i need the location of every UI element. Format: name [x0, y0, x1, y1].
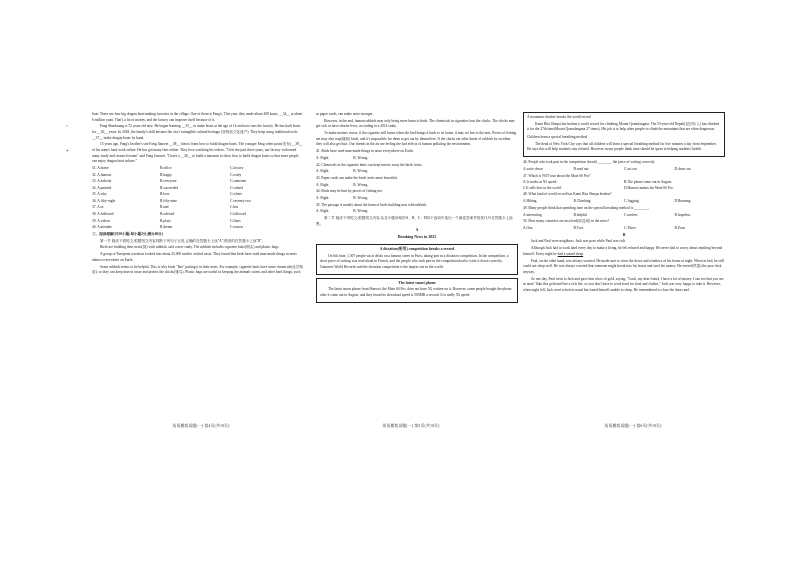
cloze-options	[92, 166, 304, 231]
question-stem: 47. Which is NOT true about the Mate 60 Pro?	[523, 173, 591, 178]
news-box-text: Kami Rita Sherpa has broken a world record for climbing Mount Qomolangma. The 53-year-old Nepali(尼泊尔人) has climbed it for the 27th time(Mount Qomolangma 27 times). His job is to help other people to climb the mountains that are often dangerous.	[527, 121, 720, 132]
cloze-option: 38. A.followed	[92, 212, 114, 217]
cloze-option-row	[92, 219, 304, 225]
answer-option: B.read out	[573, 166, 589, 171]
cloze-option: 37. A.or	[92, 205, 104, 210]
underlined-phrase: had a sound sleep	[557, 251, 584, 256]
answer-option: B.Climbing.	[573, 199, 592, 204]
passage-paragraph: Although Jack had to work hard every day to make a living, he felt relaxed and happy. He never had to worry about anything beyond himself. Every night he had a sound sleep.	[523, 246, 723, 256]
passage-paragraph: as paper cards, can make nests stronger.	[316, 112, 374, 116]
answer-option: A. Right.	[316, 169, 330, 174]
news-box-title: The latest smart phone	[398, 280, 436, 285]
question-stem: 43. Paper cards can make the birds' nests more beautiful.	[316, 175, 398, 180]
section-letter: A	[415, 228, 419, 233]
question-stem: 48. What kind of world record has Kami Rita Sherpa broken?	[523, 192, 612, 197]
true-false-questions	[316, 149, 518, 215]
cloze-option: B.happy	[160, 172, 173, 177]
passage-paragraph: Paul, on the other hand, was always worried. He made sure to close the doors and windows of his house at night. When in bed, he still could not sleep well. He was always worried that someone might break into his house and steal his money. He envied(羡慕) the poor Jack anyway.	[523, 258, 724, 274]
news-box-title: A dictation(听写) competition breaks a record	[379, 246, 455, 251]
answer-option: B. Wrong.	[353, 209, 369, 214]
cloze-option: 36. A.fifty-eight	[92, 198, 116, 203]
answer-option: B.Two.	[573, 226, 585, 230]
passage-paragraph: 15 years ago, Fang's brother's son Fang Jianwei __38__ him to learn how to build dragon boats. The younger Fang often posts(发布) __39__ of his team's hard work online. He has got many fans online. They love watching his videos. "Over the past three years, our factory welcomed many study and research teams" said Fang Jianwei. "I have a __40__ to build a museum to show how to build dragon boats so that more people can enjoy dragon boat culture."	[92, 142, 303, 164]
answer-option: A. Right.	[316, 209, 330, 214]
section-letter: B	[622, 232, 626, 237]
part-instruction: 第二节 阅读下列短文,根据短文内容,从各小题所给的A、B、C、D四个选项中选出一个最佳答案并将其代号在答题卡上涂黑。	[316, 216, 513, 226]
cloze-option-row	[92, 173, 304, 179]
cloze-option: 34. A.painted	[92, 185, 112, 190]
answer-option: A.interesting	[523, 212, 542, 217]
cloze-option: B.fifty-nine	[160, 198, 177, 203]
cloze-option: B.how	[160, 192, 170, 197]
cloze-option: 33. A.nobody	[92, 179, 112, 184]
cloze-option: B.dream	[160, 225, 173, 230]
cloze-option: B.advised	[160, 212, 175, 217]
margin-mark-2: *	[66, 150, 69, 155]
page-4-column	[92, 112, 304, 277]
passage-paragraph: To make matters worse, if the cigarette still burns when the bird brings it back to its home, it may set fire to the nest. Pieces of fishing net may also trap(捕获) birds, and it's impossible for them to get out by themselves. If the chicks eat other kinds of rubbish by accident, they will also get hurt. Our friends in the air are feeling the bad effects of human polluting the environment.	[316, 131, 517, 147]
question-stem: 45. The passage is mainly about the harm of birds building nest with rubbish.	[316, 202, 428, 207]
passage-paragraph: So one day, Paul went to Jack and gave him a box of gold, saying, "Look, my dear friend, I have a lot of money. I can see that you are in need. Take this gold and live a rich life, so you don't have to work hard for food and clothes." Jack was very happy to take it. However, when night fell, Jack went to bed as usual but found himself unable to sleep. He remembered to close the doors and	[523, 276, 724, 292]
answer-option: A. Right.	[316, 196, 330, 201]
answer-options	[523, 226, 725, 232]
answer-options	[523, 213, 725, 219]
cloze-option: 39. A.videos	[92, 218, 111, 223]
answer-option: B. Wrong.	[353, 182, 369, 187]
answer-option: D.Running.	[674, 199, 692, 204]
cloze-option: C.followed	[230, 212, 247, 217]
answer-option: A.Hiking.	[523, 199, 538, 204]
news-box-dictation	[316, 244, 518, 275]
question-stem: 41. Birds have used man-made things in nests everywhere on Earth.	[316, 149, 414, 154]
cloze-option-row	[92, 192, 304, 198]
news-box-text: The latest smart phone from Huawei, the Mate 60 Pro, does not have 5G written on it. However, some people bought the phone after it came out in August, and they found its download speed is 500MB a second. It is really 5G speed.	[320, 287, 512, 297]
passage-paragraph: However, in the end, human rubbish may only bring more harm to birds. The chemicals in cigarettes hurt the chicks. The chicks may get sick or have shorter lives, according to a 2014 study.	[316, 118, 515, 129]
passage-paragraph: Some rubbish seems to be helpful. This is why birds "like" putting it in their nests. For example, cigarette butts have some chemicals(化学物质), so they can keep insects away and protect the chicks(雏鸟). Plastic bags are useful in keeping the animals warm, and other hard things, such	[92, 264, 303, 275]
answer-options	[316, 183, 518, 189]
passage-paragraph: A group of European scientists looked into about 25,000 studies on bird nests. They found that birds have used man-made things in nests almost everywhere on Earth.	[92, 252, 297, 262]
part-instruction: 第一节 阅读下面短文,根据短文内容判断下列句子正误,正确的在答题卡上涂"A",错误的在答题卡上涂"B"。	[100, 238, 266, 243]
answer-options	[316, 156, 518, 162]
cloze-option: B.succeeded	[160, 185, 179, 190]
page-footer: 英语模拟试题(一) 第4页(共10页)	[172, 424, 230, 428]
answer-option: B. Wrong.	[353, 169, 369, 174]
question-stem: 49. Many people think that spending time on the special breathing method is ________.	[523, 205, 650, 210]
question-stem: 50. How many countries are involved(涉及到) in the news?	[523, 219, 610, 224]
cloze-option: C.films	[230, 218, 241, 223]
answer-option: D.Huawei makes the Mate 60 Pro.	[624, 185, 674, 190]
cloze-option: C.ready	[230, 172, 242, 177]
passage-paragraph: Jack and Paul were neighbors. Jack was poor while Paul was rich.	[531, 239, 626, 244]
answer-option: A. Right.	[316, 155, 330, 160]
cloze-option-row	[92, 186, 304, 192]
answer-option: A.write down	[523, 166, 543, 171]
multiple-choice-questions	[523, 160, 725, 231]
answer-option: C.useless	[624, 212, 638, 217]
cloze-option-row	[92, 225, 304, 231]
news-box-title: A mountain climber breaks the world record	[527, 115, 591, 119]
answer-option: A.It works at 5G speed.	[523, 180, 558, 185]
answer-options	[523, 167, 725, 173]
cloze-option: C.valued	[230, 185, 243, 190]
answer-option: B. Wrong.	[353, 196, 369, 201]
answer-options	[316, 196, 518, 202]
news-box-text: On 6th June, 1,507 people sat at desks on a famous street in Paris, taking part in a dictation competition. In the competition, a short piece of writing was read aloud in French, and the people who took part in the competition had to write it down correctly. Guinness World Records said the dictation competition is the largest one in the world.	[320, 253, 509, 269]
cloze-option-row	[92, 199, 304, 205]
margin-mark-1: "	[66, 126, 69, 131]
cloze-option: B.everyone	[160, 179, 177, 184]
cloze-option-row	[92, 212, 304, 218]
cloze-option: 35. A.why	[92, 192, 107, 197]
news-box-climber	[523, 112, 725, 157]
passage-paragraph: Birds are building their nests(窝) with rubbish, said a new study. The rubbish includes cigarette butts(烟头) and plastic bags.	[100, 245, 280, 250]
cloze-option: C.factory	[230, 165, 244, 170]
answer-option: B. Wrong.	[353, 155, 369, 160]
answer-option: B.helpful	[573, 212, 587, 217]
cloze-option: B.and	[160, 205, 169, 210]
cloze-option-row	[92, 179, 304, 185]
answer-option: B.The phone came out in August.	[624, 180, 673, 185]
passage-paragraph: Fang Shaohuang is 72 years old now. He began learning __35__ to make boats at the age of 14 and now runs the factory. He has built boats for __36__ years. In 2018, the family's skill became the city's intangible cultural heritage (非物质文化遗产). They keep using traditional tools __37__ make dragon boats by hand.	[92, 124, 301, 140]
cloze-option: C.someone	[230, 179, 247, 184]
answer-options	[316, 169, 518, 175]
page-6-column	[523, 112, 725, 294]
cloze-option: C.reason	[230, 225, 243, 230]
cloze-option: C.but	[230, 205, 238, 210]
cloze-option: 31. A.home	[92, 165, 109, 170]
page-footer: 英语模拟试题(一) 第5页(共10页)	[382, 424, 440, 428]
answer-options	[523, 199, 725, 205]
cloze-option: 32. A.famous	[92, 172, 112, 177]
cloze-option-row	[92, 166, 304, 172]
cloze-option: B.office	[160, 165, 172, 170]
news-title: Breaking News in 2023	[397, 235, 437, 240]
answer-option: A. Right.	[316, 182, 330, 187]
question-stem: 44. Birds may be hurt by pieces of fishing net.	[316, 189, 383, 194]
answer-option: D.draw out	[674, 166, 691, 171]
answer-options	[316, 209, 518, 215]
question-stem: 46. People who took part in the competition should ________ the piece of writing correctly.	[523, 160, 656, 165]
answer-option: C.act out	[624, 166, 637, 171]
answer-option: C.It sells best in the world.	[523, 185, 562, 190]
answer-option: D.hopeless	[674, 212, 691, 217]
passage-paragraph: boat. There are four big dragon boat-making factories in the village. One of them is Fang's. This year, they made about 200 boats, __34__ at about 6 million yuan. That's a lot of money, and the factory can improve itself because of it.	[92, 112, 303, 122]
news-box-text: The head of New York City says that all children will learn a special breathing method for five minutes a day from September. He says this will help students stay relaxed. However, many people think time should be spent in helping students' health.	[527, 141, 717, 152]
news-box-phone	[316, 278, 518, 303]
question-stem: 42. Chemicals in the cigarette butts can keep insects away the birds' nests.	[316, 162, 423, 167]
answer-option: D.Four.	[674, 226, 686, 230]
page-5-column	[316, 112, 518, 306]
cloze-option-row	[92, 205, 304, 211]
page-footer: 英语模拟试题(一) 第6页(共10页)	[604, 424, 662, 428]
answer-option: A.One.	[523, 226, 534, 230]
cloze-option: C.where	[230, 192, 243, 197]
section-heading: 三、阅读理解(共20小题;每小题2分,满分40分)	[92, 231, 163, 236]
cloze-option: C.seventy-two	[230, 198, 251, 203]
answer-options	[523, 180, 725, 191]
news-box-title: Children learn a special breathing method	[527, 134, 588, 139]
answer-option: C.Three.	[624, 226, 637, 230]
cloze-option: 40. A.mistake	[92, 225, 112, 230]
cloze-option: B.plays	[160, 218, 171, 223]
answer-option: C.Jogging.	[624, 199, 640, 204]
